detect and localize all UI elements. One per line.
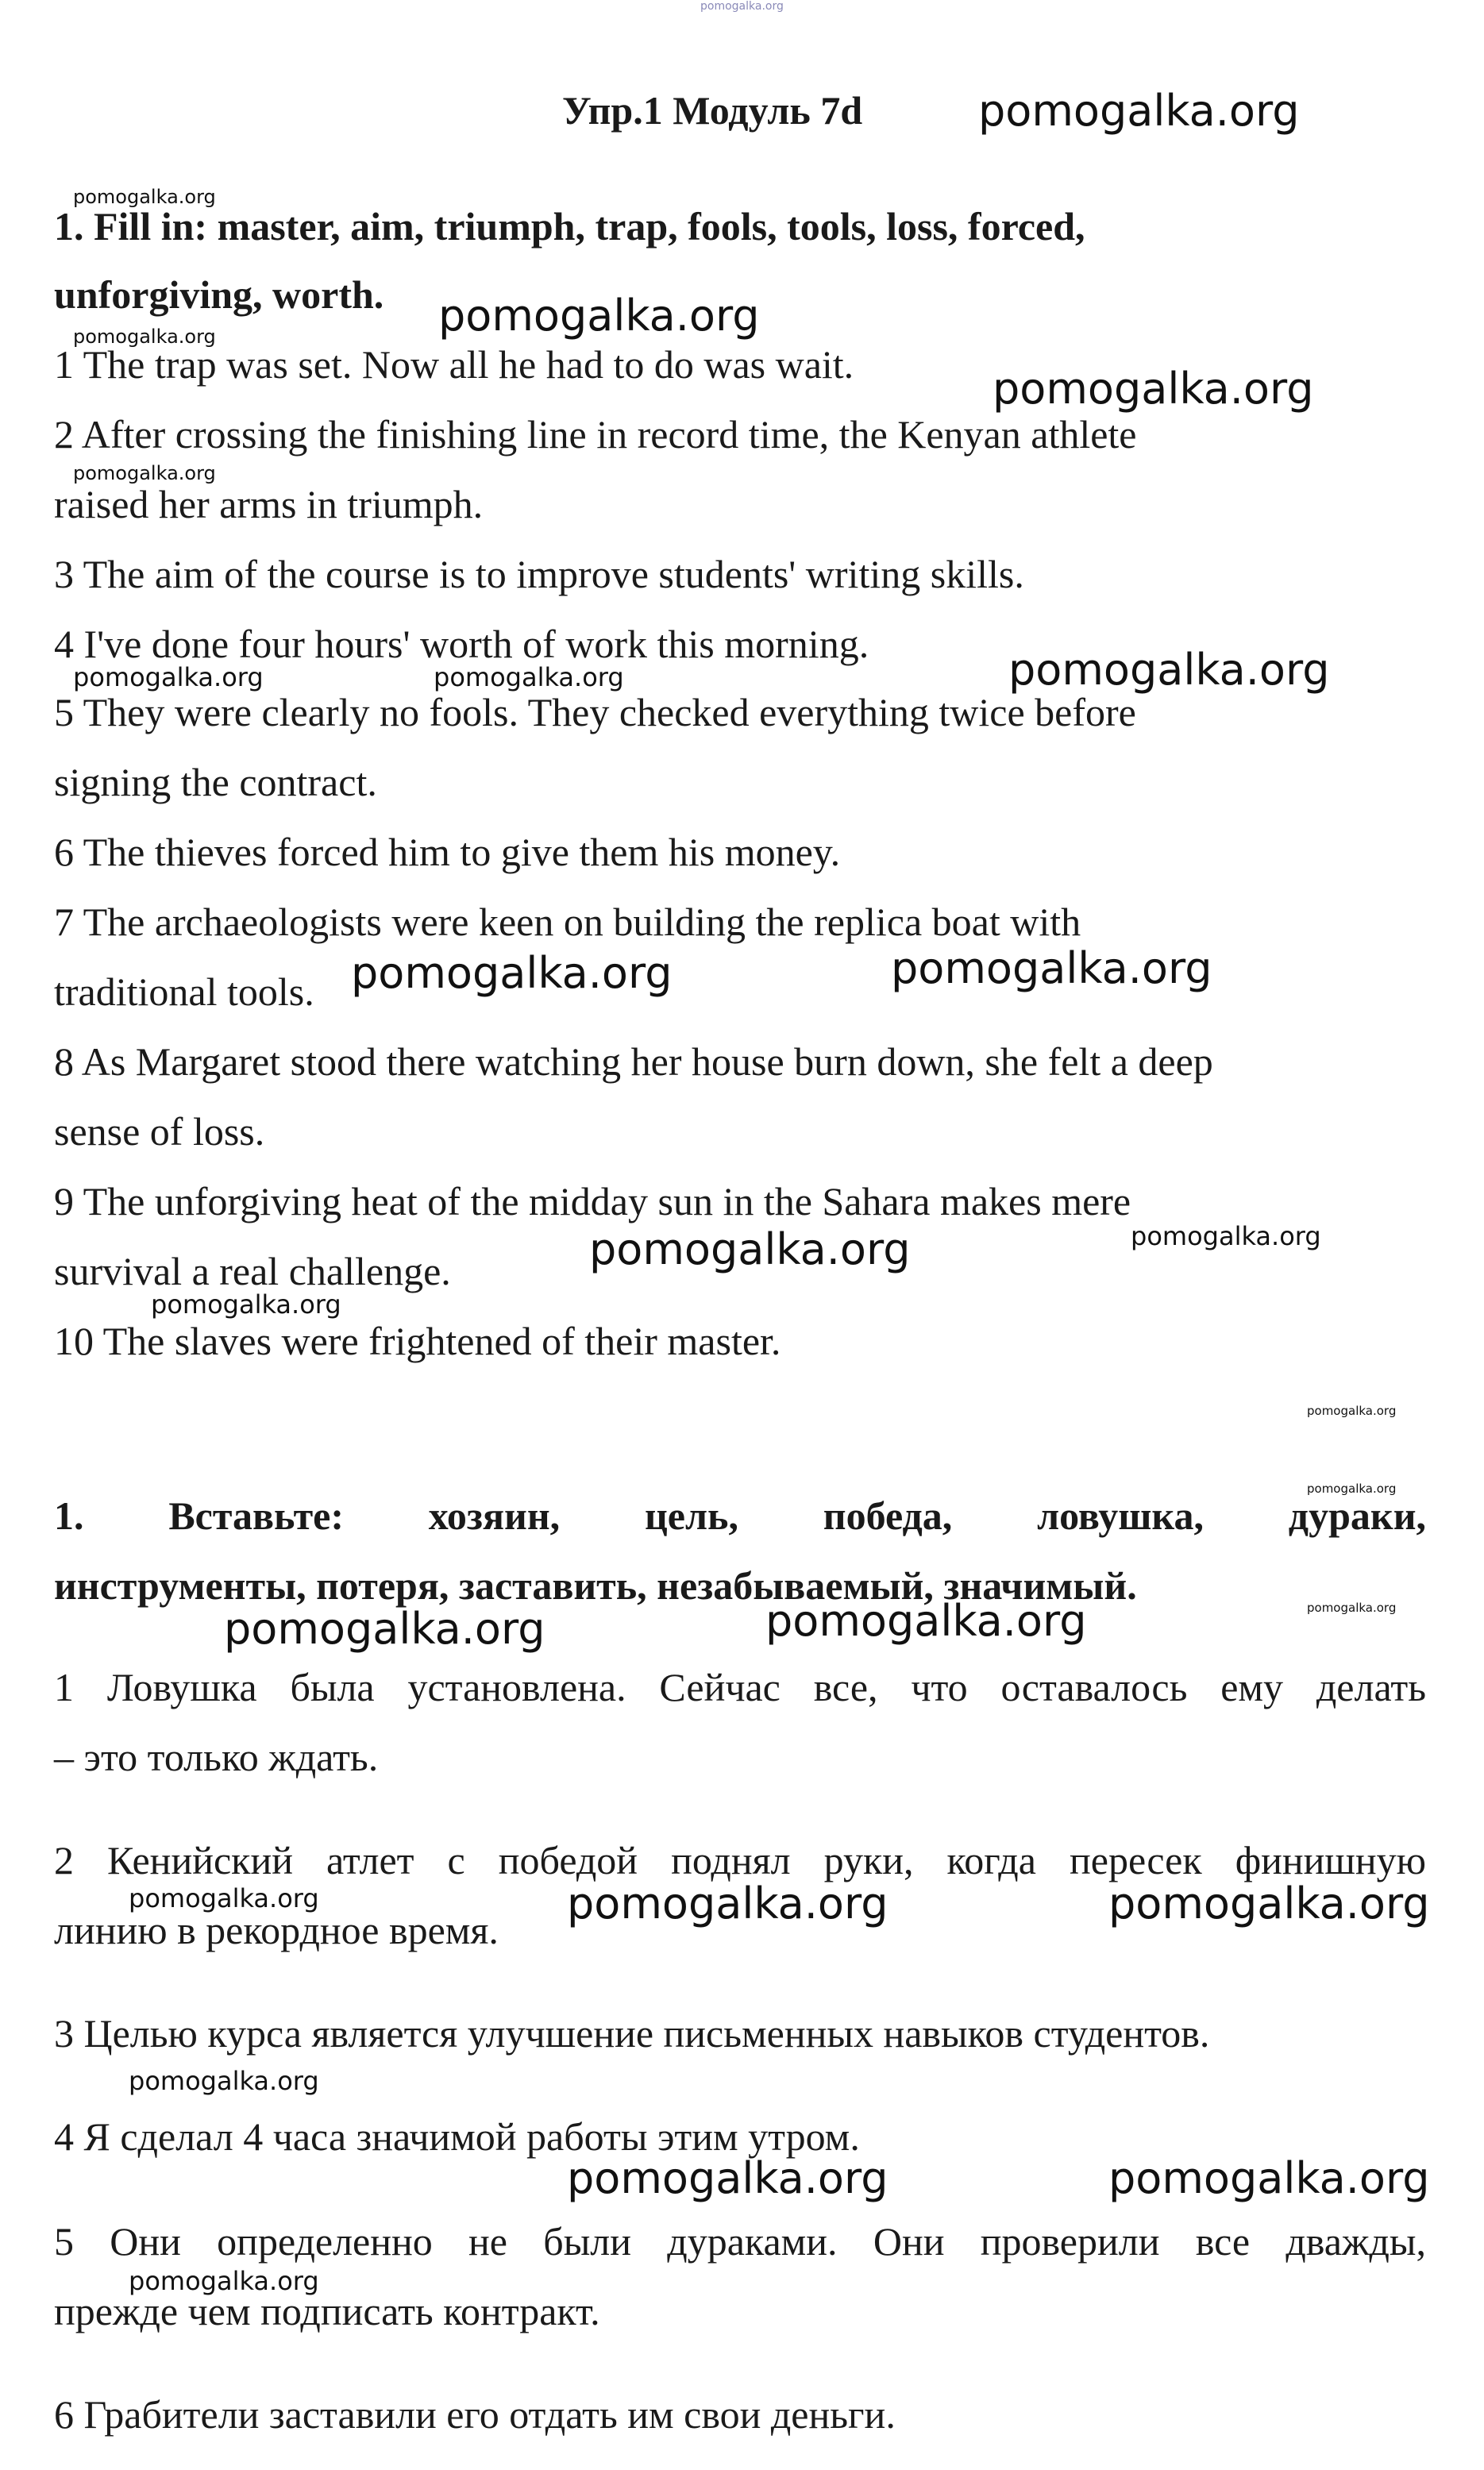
sentence-ru-5b: прежде чем подписать контракт.	[54, 2289, 600, 2333]
sentence-ru-1b: – это только ждать.	[54, 1735, 379, 1779]
watermark: pomogalka.org	[351, 948, 673, 998]
watermark-header: pomogalka.org	[978, 86, 1300, 136]
watermark: pomogalka.org	[73, 326, 216, 348]
watermark: pomogalka.org	[589, 1224, 911, 1274]
sentence-en-8b: sense of loss.	[54, 1109, 265, 1154]
watermark: pomogalka.org	[129, 2266, 319, 2296]
watermark: pomogalka.org	[1008, 645, 1330, 695]
watermark: pomogalka.org	[1131, 1221, 1321, 1251]
sentence-en-6: 6 The thieves forced him to give them his money.	[54, 830, 841, 874]
watermark: pomogalka.org	[993, 364, 1314, 414]
task-heading-en-line2: unforgiving, worth.	[54, 272, 384, 317]
watermark: pomogalka.org	[1108, 2153, 1430, 2203]
watermark: pomogalka.org	[73, 462, 216, 484]
sentence-en-9a: 9 The unforgiving heat of the midday sun in the Sahara makes mere	[54, 1179, 1131, 1223]
watermark: pomogalka.org	[224, 1604, 545, 1654]
watermark: pomogalka.org	[151, 1289, 341, 1320]
task-heading-ru-line1: 1. Вставьте: хозяин, цель, победа, ловушка, дураки,	[54, 1493, 1426, 1538]
sentence-ru-2b: линию в рекордное время.	[54, 1908, 499, 1952]
sentence-ru-6: 6 Грабители заставили его отдать им свои деньги.	[54, 2392, 896, 2437]
watermark: pomogalka.org	[765, 1596, 1087, 1646]
sentence-en-4: 4 I've done four hours' worth of work this morning.	[54, 622, 869, 666]
sentence-ru-4: 4 Я сделал 4 часа значимой работы этим утром.	[54, 2114, 860, 2159]
watermark-top: pomogalka.org	[700, 0, 784, 13]
watermark: pomogalka.org	[1108, 1879, 1430, 1929]
watermark: pomogalka.org	[1307, 1601, 1397, 1615]
task-heading-en-line1: 1. Fill in: master, aim, triumph, trap, fools, tools, loss, forced,	[54, 204, 1085, 249]
sentence-en-10: 10 The slaves were frightened of their master.	[54, 1319, 781, 1363]
watermark: pomogalka.org	[1307, 1404, 1397, 1418]
watermark: pomogalka.org	[567, 2153, 888, 2203]
watermark: pomogalka.org	[438, 291, 760, 341]
sentence-en-3: 3 The aim of the course is to improve students' writing skills.	[54, 552, 1024, 596]
watermark: pomogalka.org	[73, 662, 264, 692]
sentence-en-5b: signing the contract.	[54, 760, 377, 804]
watermark: pomogalka.org	[567, 1879, 888, 1929]
watermark: pomogalka.org	[129, 2066, 319, 2096]
sentence-en-7a: 7 The archaeologists were keen on building the replica boat with	[54, 900, 1081, 944]
page-title: Упр.1 Модуль 7d	[562, 88, 863, 133]
watermark: pomogalka.org	[129, 1883, 319, 1913]
watermark: pomogalka.org	[1307, 1482, 1397, 1496]
sentence-en-2b: raised her arms in triumph.	[54, 482, 484, 526]
watermark: pomogalka.org	[73, 186, 216, 208]
watermark: pomogalka.org	[434, 662, 624, 692]
sentence-ru-2a: 2 Кенийский атлет с победой поднял руки, когда пересек финишную	[54, 1838, 1426, 1882]
sentence-ru-1a: 1 Ловушка была установлена. Сейчас все, что оставалось ему делать	[54, 1665, 1426, 1709]
sentence-en-9b: survival a real challenge.	[54, 1249, 451, 1293]
sentence-en-8a: 8 As Margaret stood there watching her house burn down, she felt a deep	[54, 1039, 1213, 1084]
sentence-en-1: 1 The trap was set. Now all he had to do was wait.	[54, 342, 854, 387]
sentence-ru-3: 3 Целью курса является улучшение письменных навыков студентов.	[54, 2011, 1210, 2056]
task-heading-ru-line2: инструменты, потеря, заставить, незабываемый, значимый.	[54, 1563, 1137, 1608]
sentence-en-2a: 2 After crossing the finishing line in record time, the Kenyan athlete	[54, 412, 1137, 457]
sentence-en-5a: 5 They were clearly no fools. They checked everything twice before	[54, 690, 1136, 734]
sentence-en-7b: traditional tools.	[54, 969, 314, 1014]
watermark: pomogalka.org	[891, 943, 1212, 993]
sentence-ru-5a: 5 Они определенно не были дураками. Они проверили все дважды,	[54, 2219, 1426, 2264]
